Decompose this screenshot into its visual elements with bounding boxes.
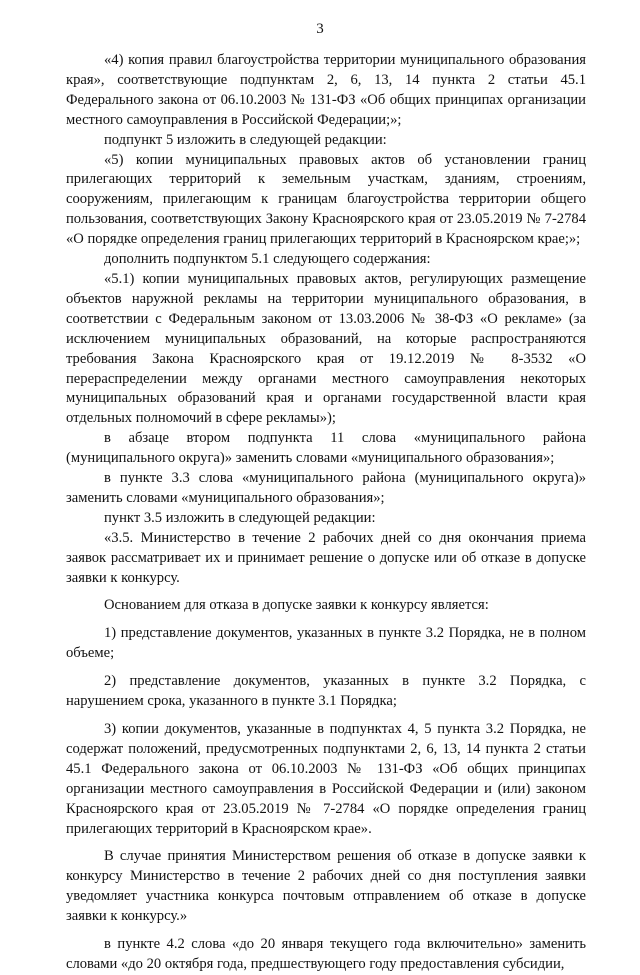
paragraph-subitem-11: в абзаце втором подпункта 11 слова «муниципального района (муниципального округа)» заменить словами «муниципального образования»; [66,430,586,467]
paragraph-point-3-5: «3.5. Министерство в течение 2 рабочих дней со дня окончания приема заявок рассматривает их и принимает решение о допуске или об отказе в допуске заявки к конкурсу. [66,529,586,586]
paragraph-point-3-3: в пункте 3.3 слова «муниципального района (муниципального округа)» заменить словами «муниципального образования»; [66,470,586,506]
paragraph-point-4-2: в пункте 4.2 слова «до 20 января текущего года включительно» заменить словами «до 20 октября года, предшествующего году предоставления субсидии, [66,936,586,972]
paragraph-refusal-grounds: Основанием для отказа в допуске заявки к конкурсу является: [104,597,489,614]
paragraph-ground-3: 3) копии документов, указанные в подпунктах 4, 5 пункта 3.2 Порядка, не содержат положений, предусмотренных подпунктами 2, 6, 13, 14 пункта 2 статьи 45.1 Федерального закона от 06.10.2003 № 131-ФЗ «Об общих принципах организации местного самоуправления в Российской Федерации и (или) законом Красноярского края от 23.05.2019 № 7-2784 «О порядке определения границ прилегающих территорий в Красноярском крае». [66,721,586,837]
paragraph-item-5-granitsy: «5) копии муниципальных правовых актов об установлении границ прилегающих территорий к земельным участкам, зданиям, строениям, сооружениям, прилегающим к границам благоустройства территории общего пользования, соответствующих Закону Красноярского края от 23.05.2019 № 7-2784 «О порядке определения границ прилегающих территорий в Красноярском крае;»; [66,151,586,248]
paragraph-ground-1: 1) представление документов, указанных в пункте 3.2 Порядка, не в полном объеме; [66,625,586,662]
document-body [66,51,586,975]
paragraph-refusal-notice: В случае принятия Министерством решения об отказе в допуске заявки к конкурсу Министерство в течение 2 рабочих дней со дня поступления заявки уведомляет участника конкурса почтовым отправлением об отказе в допуске заявки к конкурсу.» [66,848,586,925]
paragraph-ground-2: 2) представление документов, указанных в пункте 3.2 Порядка, с нарушением срока, указанного в пункте 3.1 Порядка; [66,673,586,710]
paragraph-item-5-1-reklama: «5.1) копии муниципальных правовых актов, регулирующих размещение объектов наружной рекламы на территории муниципального образования, в соответствии с Федеральным законом от 13.03.2006 № 38-ФЗ «О рекламе» (за исключением муниципальных образований, на которые распространяются требования Закона Красноярского края от 19.12.2019 № 8-3532 «О перераспределении между органами местного самоуправления некоторых муниципальных образований края и органами государственной власти края отдельных полномочий в сфере рекламы»); [66,270,586,427]
page-number: 3 [316,21,324,37]
paragraph-subitem-5-1-intro: дополнить подпунктом 5.1 следующего содержания: [104,251,431,268]
paragraph-subitem-5-intro: подпункт 5 изложить в следующей редакции: [104,131,387,148]
paragraph-point-3-5-intro: пункт 3.5 изложить в следующей редакции: [104,509,376,526]
paragraph-item-4-pravila: «4) копия правил благоустройства территории муниципального образования края», соответствующие подпунктам 2, 6, 13, 14 пункта 2 статьи 45.1 Федерального закона от 06.10.2003 № 131-ФЗ «Об общих принципах организации местного самоуправления в Российской Федерации;»; [66,52,586,128]
